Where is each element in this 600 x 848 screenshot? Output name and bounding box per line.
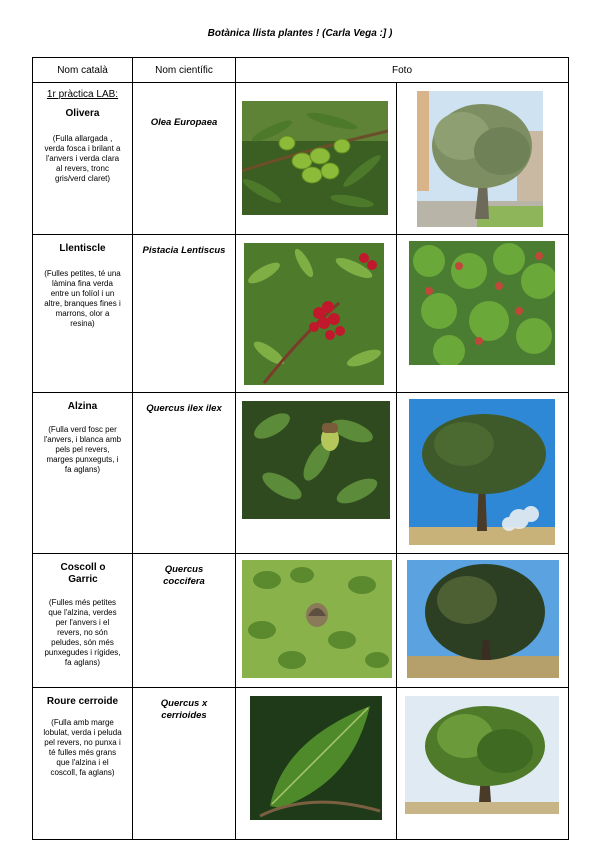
- scientific-cell: [133, 235, 236, 393]
- catalan-cell: [33, 393, 133, 554]
- plant-name: Roure cerroide: [46, 696, 119, 707]
- plant-name: Llentiscle: [59, 243, 106, 254]
- plant-name: Alzina: [67, 401, 98, 412]
- catalan-cell: [33, 554, 133, 688]
- oak-tree-icon: [405, 696, 559, 814]
- olive-tree-icon: [417, 91, 543, 227]
- plant-name: Coscoll o Garric: [60, 562, 106, 585]
- scientific-name: Quercus ilex ilex: [146, 403, 222, 414]
- scientific-name: Pistacia Lentiscus: [142, 245, 226, 256]
- scientific-name: Quercus x cerrioides: [160, 698, 208, 721]
- plants-table: [32, 57, 569, 840]
- plant-description: (Fulla amb marge lobulat, verda i peluda pel revers, no punxa i té fulles més grans que l'alzina i el coscoll, fa aglans): [43, 718, 122, 777]
- section-label: 1r pràctica LAB:: [46, 89, 119, 100]
- photo-cell: [397, 235, 569, 393]
- header-catalan-name: Nom català: [33, 58, 133, 83]
- scientific-name: Olea Europaea: [150, 117, 218, 128]
- plant-name: Olivera: [65, 108, 100, 119]
- table-row: [33, 83, 569, 235]
- holm-oak-leaves-icon: [242, 401, 390, 519]
- catalan-cell: [33, 83, 133, 235]
- photo-cell: [236, 393, 397, 554]
- plant-description: (Fulla allargada , verda fosca i brilant a l'anvers i verda clara al revers, tronc gris/verd claret): [44, 134, 121, 183]
- oak-leaf-icon: [250, 696, 382, 820]
- photo-cell: [236, 83, 397, 235]
- scientific-cell: [133, 688, 236, 840]
- table-row: [33, 393, 569, 554]
- olive-branch-icon: [242, 101, 388, 215]
- mastic-shrub-icon: [409, 241, 555, 365]
- table-row: [33, 554, 569, 688]
- photo-cell: [397, 688, 569, 840]
- table-row: [33, 688, 569, 840]
- kermes-oak-tree-icon: [407, 560, 559, 678]
- scientific-cell: [133, 83, 236, 235]
- photo-cell: [236, 554, 397, 688]
- photo-cell: [397, 393, 569, 554]
- photo-cell: [236, 235, 397, 393]
- plant-description: (Fulles més petites que l'alzina, verdes per l'anvers i el revers, no són peludes, són més punxegudes i rígides, fa aglans): [44, 598, 121, 667]
- header-scientific-name: Nom científic: [133, 58, 236, 83]
- kermes-oak-leaves-icon: [242, 560, 392, 678]
- mastic-berries-icon: [244, 243, 384, 385]
- scientific-cell: [133, 554, 236, 688]
- header-photo: Foto: [236, 58, 569, 83]
- catalan-cell: [33, 688, 133, 840]
- holm-oak-tree-icon: [409, 399, 555, 545]
- scientific-name: Quercus coccifera: [163, 564, 205, 587]
- table-row: [33, 235, 569, 393]
- table-header-row: [33, 58, 569, 83]
- photo-cell: [397, 554, 569, 688]
- scientific-cell: [133, 393, 236, 554]
- catalan-cell: [33, 235, 133, 393]
- plant-description: (Fulles petites, té una làmina fina verda entre un folíol i un altre, branques fines i marrons, olor a resina): [44, 269, 121, 328]
- photo-cell: [236, 688, 397, 840]
- plant-description: (Fulla verd fosc per l'anvers, i blanca amb pels pel revers, marges punxeguts, i fa aglans): [43, 425, 122, 474]
- photo-cell: [397, 83, 569, 235]
- document-title: Botànica llista plantes ! (Carla Vega :] ): [207, 28, 393, 39]
